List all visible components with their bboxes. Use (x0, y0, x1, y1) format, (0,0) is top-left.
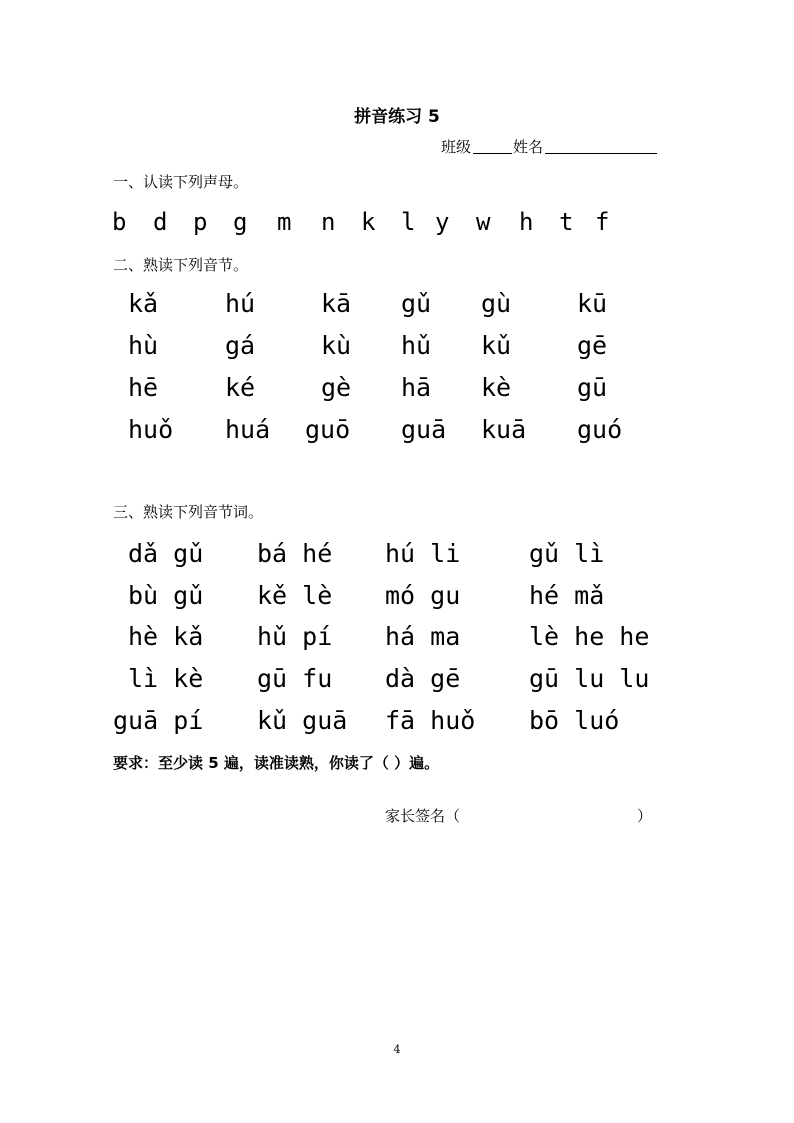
syllable: huǒ (128, 415, 174, 444)
initial-l: l (401, 208, 416, 236)
section3-heading: 三、熟读下列音节词。 (113, 503, 264, 521)
parent-sign-close: ） (637, 807, 653, 825)
word-row (0, 664, 794, 698)
initial-t: t (559, 208, 574, 236)
word: dà gē (385, 664, 461, 693)
word: guā pí (113, 706, 204, 735)
initial-d: d (153, 208, 168, 236)
syllable: gù (481, 289, 512, 318)
class-blank[interactable] (473, 139, 512, 154)
word: hè kǎ (128, 622, 204, 651)
syllable: guó (577, 415, 623, 444)
initial-k: k (361, 208, 376, 236)
word: bù gǔ (128, 581, 204, 610)
syllable-row (0, 331, 794, 365)
class-label: 班级 (441, 138, 472, 156)
initial-p: p (193, 208, 208, 236)
section2-heading: 二、熟读下列音节。 (113, 256, 249, 274)
word: kǔ guā (257, 706, 348, 735)
initial-n: n (321, 208, 336, 236)
syllable: gǔ (401, 289, 432, 318)
section1-heading: 一、认读下列声母。 (113, 173, 249, 191)
syllable: hǔ (401, 331, 432, 360)
parent-signature-field[interactable] (470, 803, 632, 825)
syllable: ké (225, 373, 256, 402)
word: hú li (385, 539, 461, 568)
word: lè he he (529, 622, 650, 651)
word: bá hé (257, 539, 333, 568)
name-blank[interactable] (545, 139, 657, 154)
word: hé mǎ (529, 581, 605, 610)
word: gū lu lu (529, 664, 650, 693)
syllable: huá (225, 415, 271, 444)
syllable: gá (225, 331, 256, 360)
word: hǔ pí (257, 622, 333, 651)
syllable: gè (321, 373, 352, 402)
word: gū fu (257, 664, 333, 693)
syllable: hē (128, 373, 159, 402)
word: mó gu (385, 581, 461, 610)
syllable: gē (577, 331, 608, 360)
word-row (0, 539, 794, 573)
syllable: kǎ (128, 289, 159, 318)
requirement-text: 要求：至少读 5 遍，读准读熟，你读了（ ）遍。 (113, 754, 440, 772)
initial-f: f (595, 208, 610, 236)
syllable: kù (321, 331, 352, 360)
word: bō luó (529, 706, 620, 735)
name-label: 姓名 (513, 138, 544, 156)
page-number: 4 (393, 1043, 401, 1056)
initial-y: y (435, 208, 450, 236)
syllable: kā (321, 289, 352, 318)
syllable: kū (577, 289, 608, 318)
initial-w: w (476, 208, 491, 236)
syllable: kè (481, 373, 512, 402)
initial-b: b (112, 208, 127, 236)
syllable: gū (577, 373, 608, 402)
word: dǎ gǔ (128, 539, 204, 568)
syllable-row (0, 415, 794, 449)
word-row (0, 581, 794, 615)
syllable-row (0, 373, 794, 407)
syllable: hù (128, 331, 159, 360)
word: há ma (385, 622, 461, 651)
syllable: kuā (481, 415, 527, 444)
word: lì kè (128, 664, 204, 693)
syllable: hú (225, 289, 256, 318)
page-title: 拼音练习 5 (354, 107, 440, 127)
initial-m: m (277, 208, 292, 236)
initial-h: h (519, 208, 534, 236)
syllable: hā (401, 373, 432, 402)
syllable: guō (305, 415, 351, 444)
word-row (0, 706, 794, 740)
word-row (0, 622, 794, 656)
word: gǔ lì (529, 539, 605, 568)
initial-g: g (233, 208, 248, 236)
syllable-row (0, 289, 794, 323)
word: kě lè (257, 581, 333, 610)
parent-sign-label: 家长签名（ (385, 807, 461, 825)
word: fā huǒ (385, 706, 476, 735)
syllable: kǔ (481, 331, 512, 360)
syllable: guā (401, 415, 447, 444)
